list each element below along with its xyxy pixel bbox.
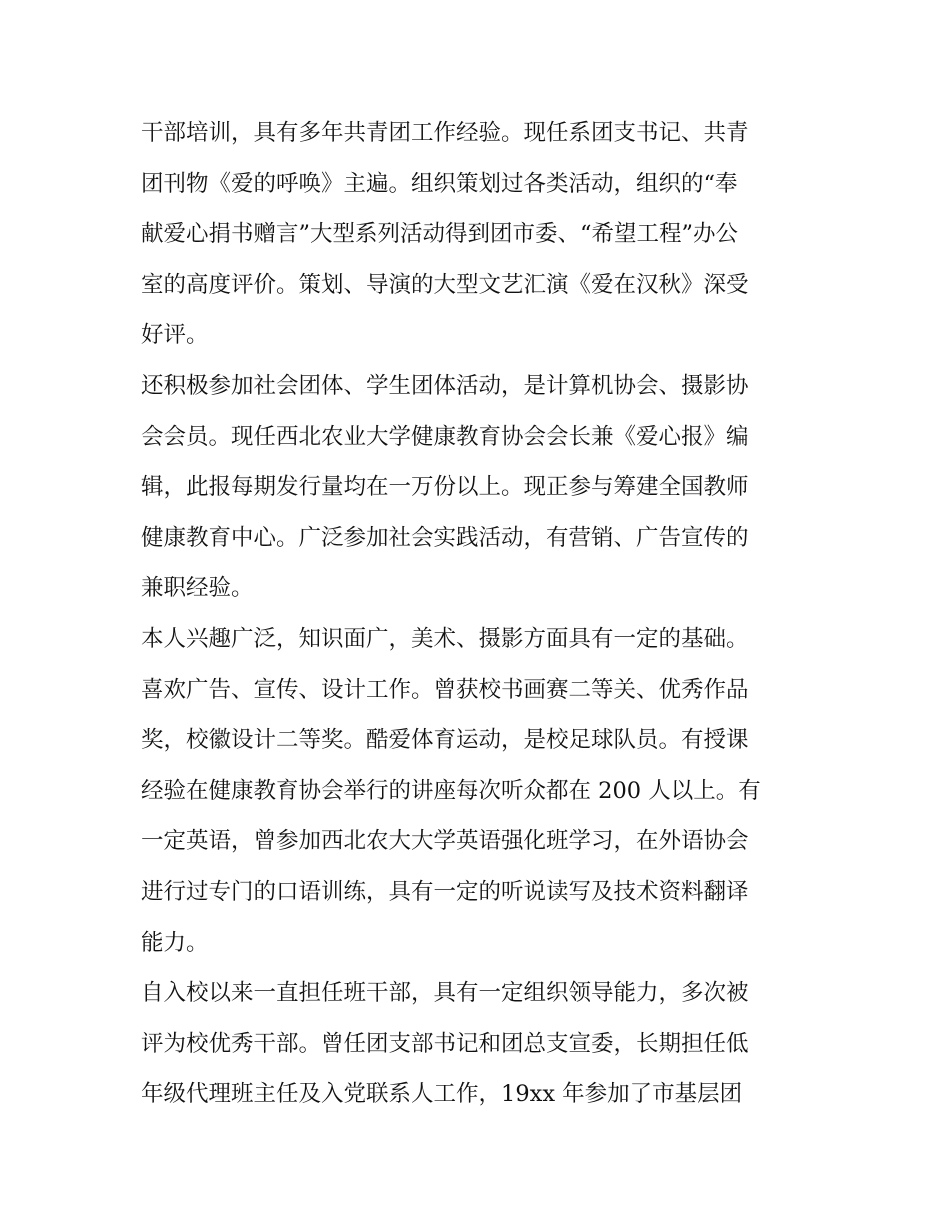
document-body — [141, 108, 816, 1120]
text-line: 健康教育中心。广泛参加社会实践活动，有营销、广告宣传的 — [141, 524, 749, 551]
text-line: 辑，此报每期发行量均在一万份以上。现正参与筹建全国教师 — [141, 474, 749, 501]
text-line: 经验在健康教育协会举行的讲座每次听众都在 200 人以上。有 — [141, 777, 761, 804]
text-line: 喜欢广告、宣传、设计工作。曾获校书画赛二等关、优秀作品 — [141, 676, 749, 703]
text-line: 兼职经验。 — [141, 575, 254, 602]
text-line: 能力。 — [141, 929, 209, 956]
text-line: 会会员。现任西北农业大学健康教育协会会长兼《爱心报》编 — [141, 423, 749, 450]
text-line: 评为校优秀干部。曾任团支部书记和团总支宣委，长期担任低 — [141, 1030, 749, 1057]
text-line: 本人兴趣广泛，知识面广，美术、摄影方面具有一定的基础。 — [141, 625, 749, 652]
text-line: 年级代理班主任及入党联系人工作，19xx 年参加了市基层团 — [141, 1081, 743, 1108]
text-line: 进行过专门的口语训练，具有一定的听说读写及技术资料翻译 — [141, 878, 749, 905]
text-line: 好评。 — [141, 322, 209, 349]
text-line: 献爱心捐书赠言”大型系列活动得到团市委、“希望工程”办公 — [141, 221, 739, 248]
text-line: 自入校以来一直担任班干部，具有一定组织领导能力，多次被 — [141, 980, 749, 1007]
text-line: 室的高度评价。策划、导演的大型文艺汇演《爱在汉秋》深受 — [141, 271, 749, 298]
text-line: 奖，校徽设计二等奖。酷爱体育运动，是校足球队员。有授课 — [141, 727, 749, 754]
text-line: 还积极参加社会团体、学生团体活动，是计算机协会、摄影协 — [141, 372, 749, 399]
text-line: 一定英语，曾参加西北农大大学英语强化班学习，在外语协会 — [141, 828, 749, 855]
text-line: 团刊物《爱的呼唤》主遍。组织策划过各类活动，组织的“奉 — [141, 170, 738, 197]
text-line: 干部培训，具有多年共青团工作经验。现任系团支书记、共青 — [141, 120, 749, 146]
